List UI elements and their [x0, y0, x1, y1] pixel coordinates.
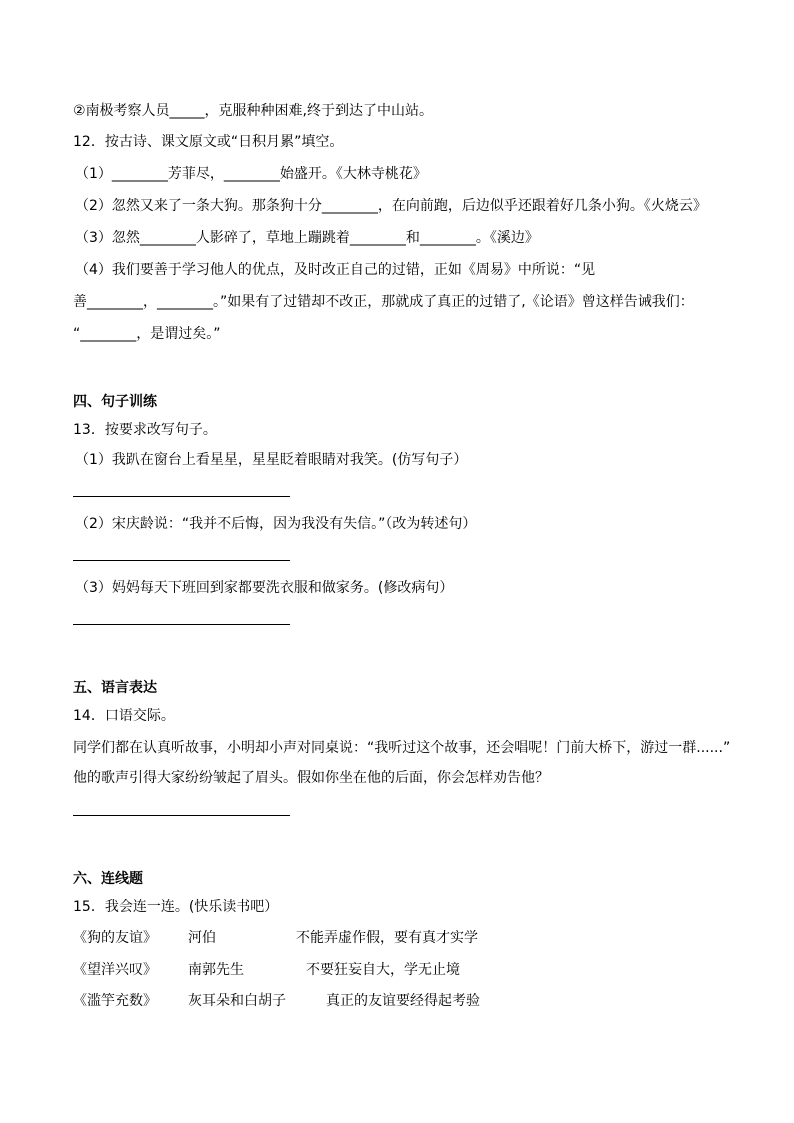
q14-paragraph-line-1: 同学们都在认真听故事，小明却小声对同桌说：“我听过这个故事，还会唱呢！门前大桥下，游过一群......”	[73, 740, 731, 756]
q12-item-4-cont-1: 善________，________。”如果有了过错却不改正，那就成了真正的过错了,《论语》曾这样告诫我们：	[73, 294, 694, 310]
q13-title: 13．按要求改写句子。	[73, 422, 217, 438]
q12-item-1: （1）________芳菲尽，________始盛开。《大林寺桃花》	[75, 166, 427, 182]
q13-item-3: （3）妈妈每天下班回到家都要洗衣服和做家务。(修改病句）	[75, 580, 454, 596]
q14-title: 14．口语交际。	[73, 708, 175, 724]
q12-item-4-cont-2: “________，是谓过矣。”	[73, 326, 221, 342]
character-3: 灰耳朵和白胡子	[188, 993, 286, 1009]
section-5-heading: 五、语言表达	[73, 680, 157, 696]
section-4-heading: 四、句子训练	[73, 394, 157, 410]
section-6-heading: 六、连线题	[73, 871, 143, 887]
character-2: 南郭先生	[188, 962, 244, 978]
book-1: 《狗的友谊》	[73, 930, 157, 946]
q12-item-3: （3）忽然________人影碎了，草地上蹦跳着________和________。《溪边》	[75, 230, 539, 246]
book-3: 《滥竽充数》	[73, 993, 157, 1009]
q12-item-2: （2）忽然又来了一条大狗。那条狗十分________，在向前跑，后边似乎还跟着好几条小狗。《火烧云》	[75, 198, 707, 214]
moral-1: 不能弄虚作假，要有真才实学	[296, 930, 478, 946]
book-2: 《望洋兴叹》	[73, 962, 157, 978]
q15-title: 15．我会连一连。(快乐读书吧）	[73, 899, 279, 915]
q13-item-1: （1）我趴在窗台上看星星，星星眨着眼睛对我笑。(仿写句子）	[75, 452, 468, 468]
answer-line-2[interactable]	[73, 560, 290, 561]
answer-line-4[interactable]	[73, 815, 290, 816]
q12-item-4: （4）我们要善于学习他人的优点，及时改正自己的过错，正如《周易》中所说：“见	[75, 262, 596, 278]
answer-line-1[interactable]	[73, 496, 290, 497]
moral-2: 不要狂妄自大，学无止境	[306, 962, 460, 978]
q12-title: 12．按古诗、课文原文或“日积月累”填空。	[73, 134, 344, 150]
answer-line-3[interactable]	[73, 624, 290, 625]
q13-item-2: （2）宋庆龄说：“我并不后悔，因为我没有失信。”（改为转述句）	[75, 516, 477, 532]
character-1: 河伯	[188, 930, 216, 946]
q14-paragraph-line-2: 他的歌声引得大家纷纷皱起了眉头。假如你坐在他的后面，你会怎样劝告他？	[73, 770, 549, 786]
moral-3: 真正的友谊要经得起考验	[326, 993, 480, 1009]
q11-item-2: ②南极考察人员_____，克服种种困难,终于到达了中山站。	[73, 103, 433, 119]
